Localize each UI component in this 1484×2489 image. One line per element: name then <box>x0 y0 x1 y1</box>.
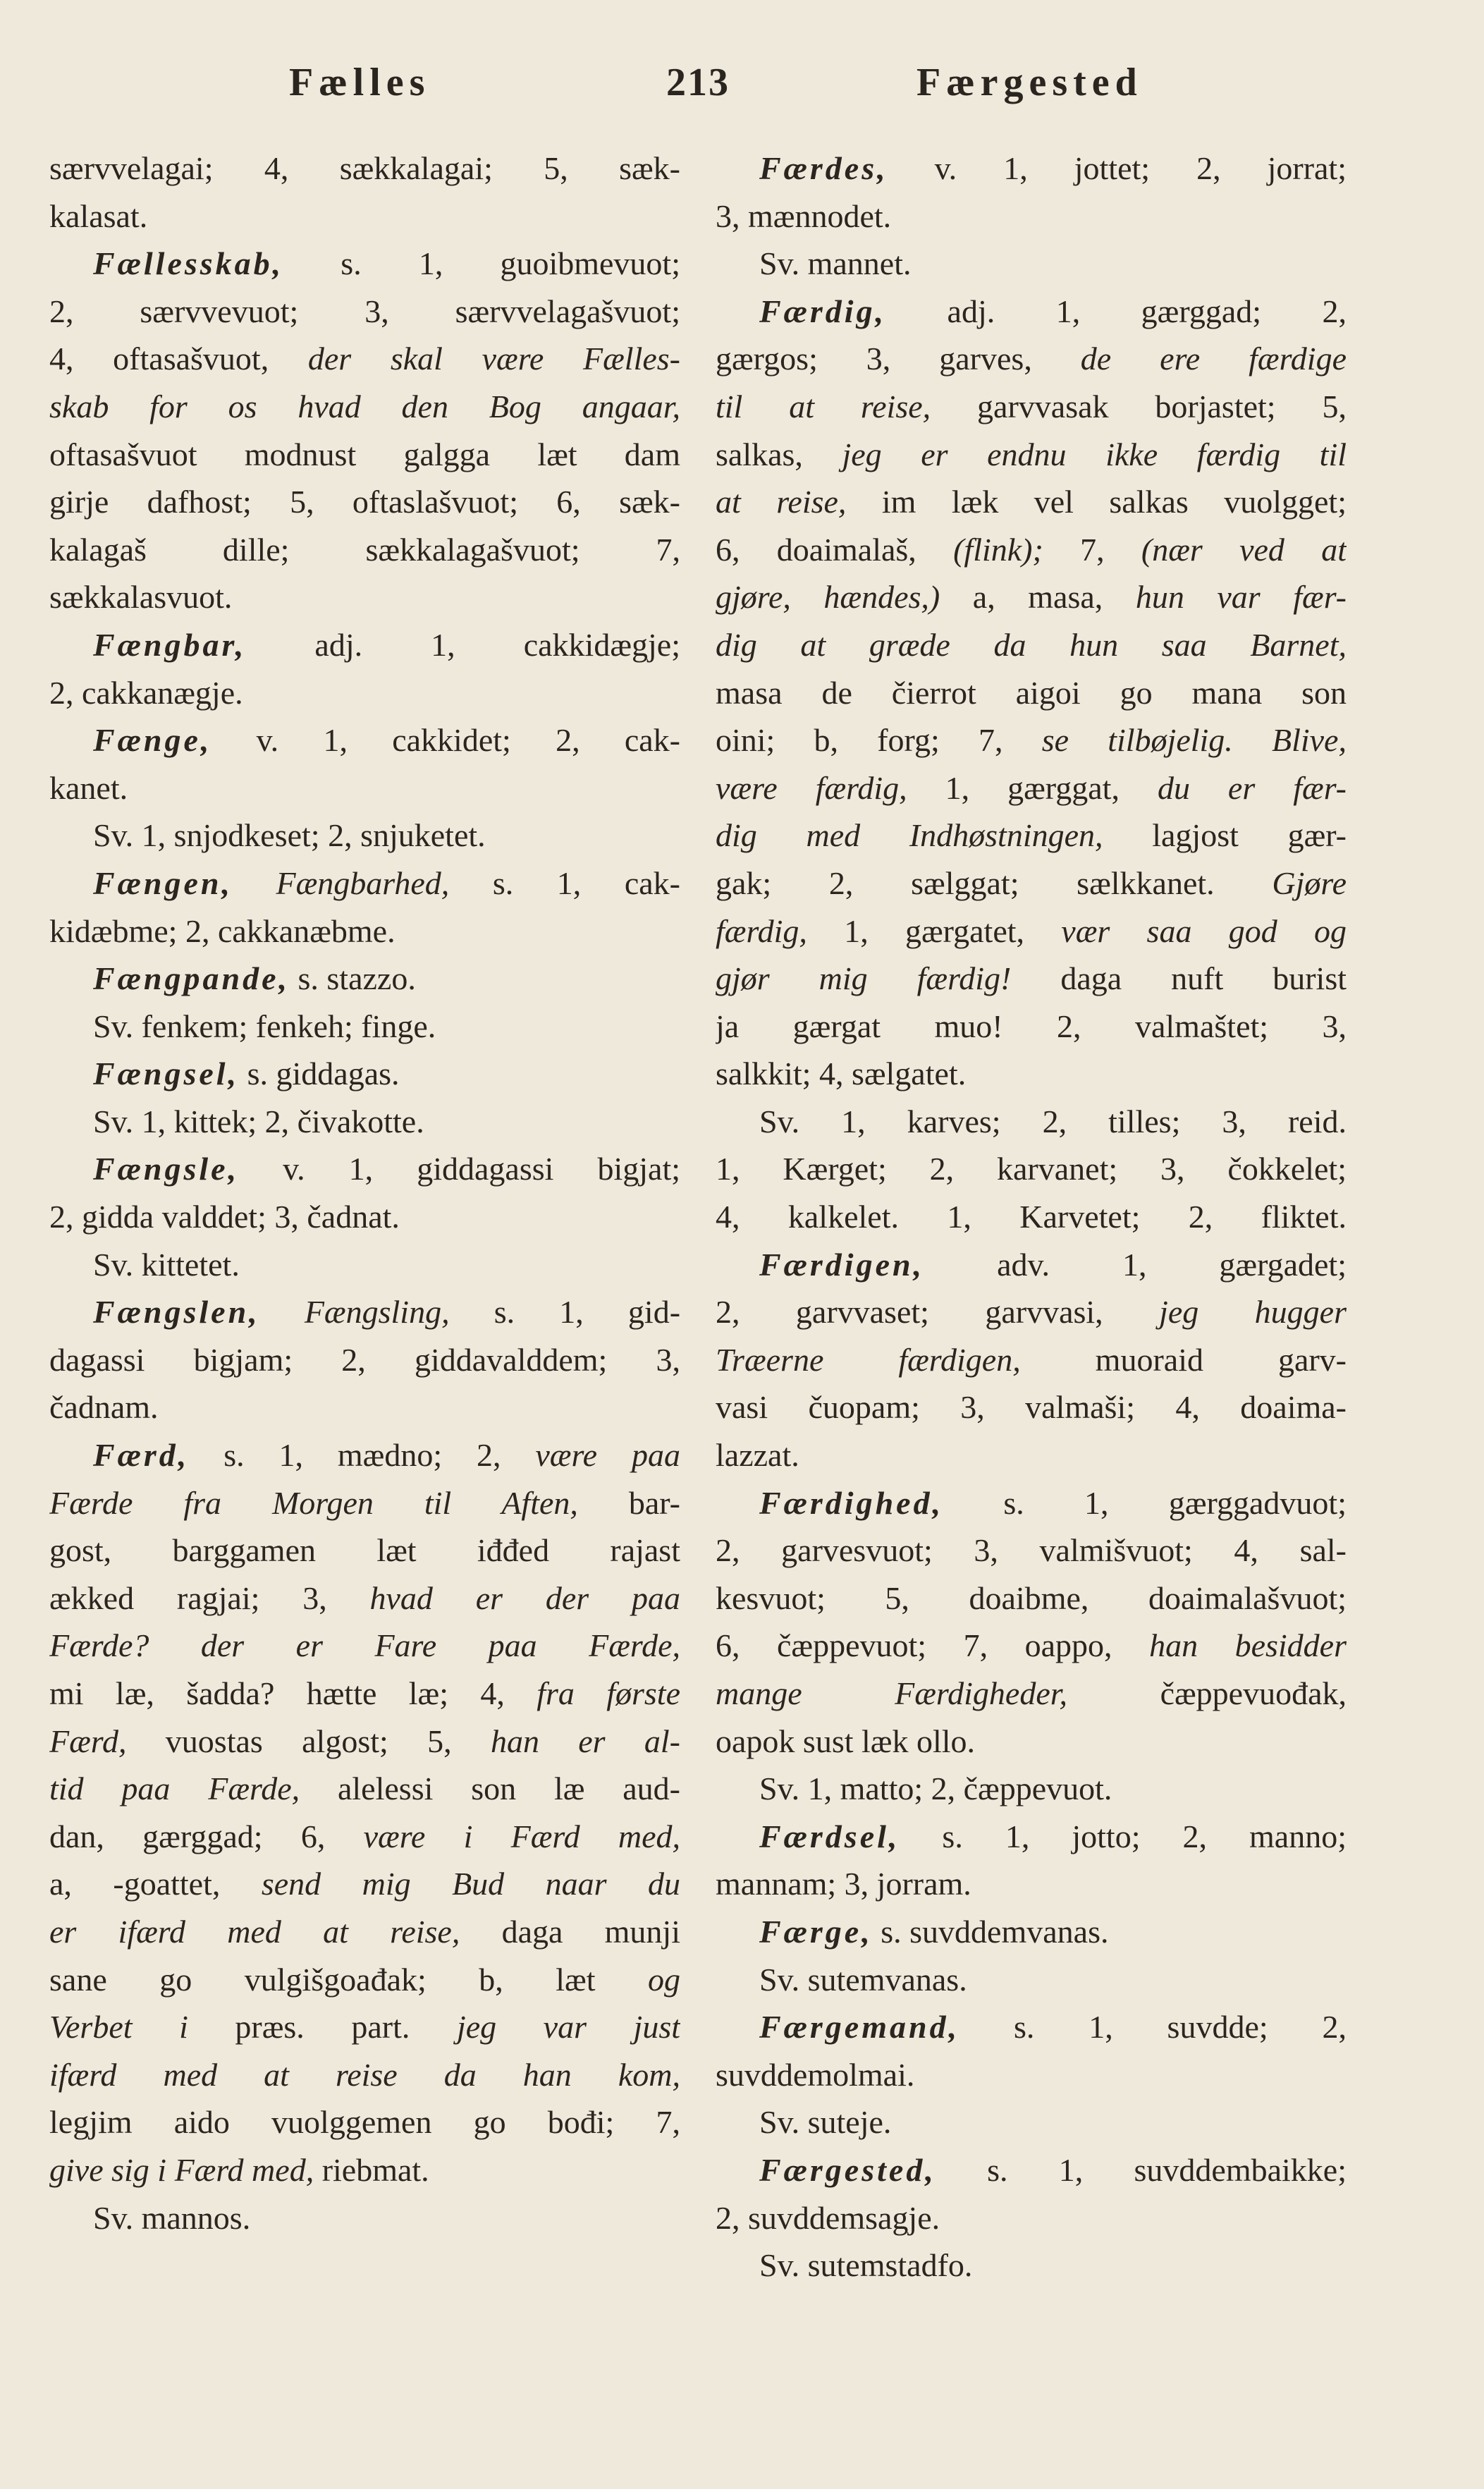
text-line: Sv. suteje. <box>759 2104 892 2141</box>
text-line: Færdighed, s. 1, gærggadvuot; <box>759 1484 1347 1521</box>
text-line: Færge, s. suvddemvanas. <box>759 1913 1109 1950</box>
text-line: dagassi bigjam; 2, giddavalddem; 3, <box>49 1341 680 1378</box>
text-line: være færdig, 1, gærggat, du er fær- <box>716 769 1347 806</box>
text-line: legjim aido vuolggemen go bođi; 7, <box>49 2104 680 2141</box>
text-line: salkkit; 4, sælgatet. <box>716 1056 967 1092</box>
text-line: oini; b, forg; 7, se tilbøjelig. Blive, <box>716 722 1347 759</box>
text-line: til at reise, garvvasak borjastet; 5, <box>716 388 1347 424</box>
text-line: Færdsel, s. 1, jotto; 2, manno; <box>759 1818 1347 1854</box>
text-line: Færgemand, s. 1, suvdde; 2, <box>759 2009 1347 2045</box>
right-column <box>716 145 1347 2289</box>
text-line: 6, čæppevuot; 7, oappo, han besidder <box>716 1627 1347 1664</box>
text-line: mannam; 3, jorram. <box>716 1866 971 1902</box>
text-line: mi læ, šadda? hætte læ; 4, fra første <box>49 1675 680 1711</box>
text-line: Færde? der er Fare paa Færde, <box>49 1627 680 1664</box>
text-line: sane go vulgišgoađak; b, læt og <box>49 1961 680 1998</box>
text-line: dig at græde da hun saa Barnet, <box>716 626 1347 663</box>
text-line: Sv. 1, karves; 2, tilles; 3, reid. <box>759 1103 1347 1139</box>
text-line: 2, garvvaset; garvvasi, jeg hugger <box>716 1294 1347 1331</box>
text-line: gak; 2, sælggat; sælkkanet. Gjøre <box>716 864 1347 901</box>
text-line: gjøre, hændes,) a, masa, hun var fær- <box>716 579 1347 616</box>
text-line: kesvuot; 5, doaibme, doaimalašvuot; <box>716 1579 1347 1616</box>
text-line: Færde fra Morgen til Aften, bar- <box>49 1484 680 1521</box>
text-line: 4, kalkelet. 1, Karvetet; 2, fliktet. <box>716 1199 1347 1235</box>
text-line: Verbet i præs. part. jeg var just <box>49 2009 680 2045</box>
text-line: 2, cakkanægje. <box>49 674 243 711</box>
page-number: 213 <box>666 61 730 104</box>
text-line: 3, mænnodet. <box>716 197 892 234</box>
text-line: Fængpande, s. stazzo. <box>93 960 416 997</box>
text-line: a, -goattet, send mig Bud naar du <box>49 1866 680 1902</box>
text-line: mange Færdigheder, čæppevuođak, <box>716 1675 1347 1711</box>
text-line: Sv. kittetet. <box>93 1246 240 1283</box>
text-line: 2, suvddemsagje. <box>716 2199 940 2236</box>
text-line: Fællesskab, s. 1, guoibmevuot; <box>93 245 680 282</box>
text-line: girje dafhost; 5, oftaslašvuot; 6, sæk- <box>49 484 680 520</box>
text-line: 2, gidda valddet; 3, čadnat. <box>49 1199 400 1235</box>
text-line: kidæbme; 2, cakkanæbme. <box>49 912 395 949</box>
right-guide-word: Færgested <box>916 61 1143 104</box>
text-line: Fængsel, s. giddagas. <box>93 1056 400 1092</box>
left-column <box>49 145 680 2242</box>
text-line: Sv. sutemstadfo. <box>759 2247 973 2284</box>
text-line: 1, Kærget; 2, karvanet; 3, čokkelet; <box>716 1151 1347 1187</box>
text-line: Færgested, s. 1, suvddembaikke; <box>759 2151 1347 2188</box>
text-line: kalasat. <box>49 197 148 234</box>
text-line: čadnam. <box>49 1389 159 1426</box>
text-line: gost, barggamen læt iđđed rajast <box>49 1532 680 1569</box>
text-line: er ifærd med at reise, daga munji <box>49 1913 680 1950</box>
left-guide-word: Fælles <box>289 61 431 104</box>
text-line: ja gærgat muo! 2, valmaštet; 3, <box>716 1008 1347 1044</box>
text-line: kanet. <box>49 769 128 806</box>
text-line: dan, gærggad; 6, være i Færd med, <box>49 1818 680 1854</box>
text-line: Fængslen, Fængsling, s. 1, gid- <box>93 1294 680 1331</box>
text-line: Sv. 1, snjodkeset; 2, snjuketet. <box>93 817 486 854</box>
text-line: særvvelagai; 4, sækkalagai; 5, sæk- <box>49 150 680 186</box>
text-line: vasi čuopam; 3, valmaši; 4, doaima- <box>716 1389 1347 1426</box>
text-line: Færdes, v. 1, jottet; 2, jorrat; <box>759 150 1347 186</box>
text-line: 2, garvesvuot; 3, valmišvuot; 4, sal- <box>716 1532 1347 1569</box>
text-line: Fængen, Fængbarhed, s. 1, cak- <box>93 864 680 901</box>
text-line: Sv. sutemvanas. <box>759 1961 967 1998</box>
text-line: suvddemolmai. <box>716 2056 915 2093</box>
text-line: 2, særvvevuot; 3, særvvelagašvuot; <box>49 293 680 329</box>
text-line: gjør mig færdig! daga nuft burist <box>716 960 1347 997</box>
text-line: oapok sust læk ollo. <box>716 1723 976 1759</box>
text-line: dig med Indhøstningen, lagjost gær- <box>716 817 1347 854</box>
running-header <box>0 60 1484 116</box>
text-line: Færd, s. 1, mædno; 2, være paa <box>93 1437 680 1474</box>
text-line: Sv. fenkem; fenkeh; finge. <box>93 1008 436 1044</box>
text-line: Færd, vuostas algost; 5, han er al- <box>49 1723 680 1759</box>
text-line: oftasašvuot modnust galgga læt dam <box>49 436 680 472</box>
text-line: ifærd med at reise da han kom, <box>49 2056 680 2093</box>
text-line: Sv. 1, matto; 2, čæppevuot. <box>759 1771 1112 1807</box>
text-line: 6, doaimalaš, (flink); 7, (nær ved at <box>716 531 1347 568</box>
text-line: færdig, 1, gærgatet, vær saa god og <box>716 912 1347 949</box>
text-line: give sig i Færd med, riebmat. <box>49 2151 429 2188</box>
text-line: kalagaš dille; sækkalagašvuot; 7, <box>49 531 680 568</box>
text-line: Færdigen, adv. 1, gærgadet; <box>759 1246 1347 1283</box>
text-line: Sv. mannet. <box>759 245 912 282</box>
text-line: 4, oftasašvuot, der skal være Fælles- <box>49 341 680 377</box>
text-line: skab for os hvad den Bog angaar, <box>49 388 680 424</box>
text-line: salkas, jeg er endnu ikke færdig til <box>716 436 1347 472</box>
text-line: sækkalasvuot. <box>49 579 233 616</box>
text-line: lazzat. <box>716 1437 799 1474</box>
text-line: Færdig, adj. 1, gærggad; 2, <box>759 293 1347 329</box>
text-line: tid paa Færde, alelessi son læ aud- <box>49 1771 680 1807</box>
text-line: Sv. 1, kittek; 2, čivakotte. <box>93 1103 424 1139</box>
text-line: Sv. mannos. <box>93 2199 251 2236</box>
text-line: at reise, im læk vel salkas vuolgget; <box>716 484 1347 520</box>
text-line: ækked ragjai; 3, hvad er der paa <box>49 1579 680 1616</box>
text-line: Fænge, v. 1, cakkidet; 2, cak- <box>93 722 680 759</box>
text-line: Fængsle, v. 1, giddagassi bigjat; <box>93 1151 680 1187</box>
text-line: gærgos; 3, garves, de ere færdige <box>716 341 1347 377</box>
text-line: Træerne færdigen, muoraid garv- <box>716 1341 1347 1378</box>
text-line: masa de čierrot aigoi go mana son <box>716 674 1347 711</box>
text-line: Fængbar, adj. 1, cakkidægje; <box>93 626 680 663</box>
